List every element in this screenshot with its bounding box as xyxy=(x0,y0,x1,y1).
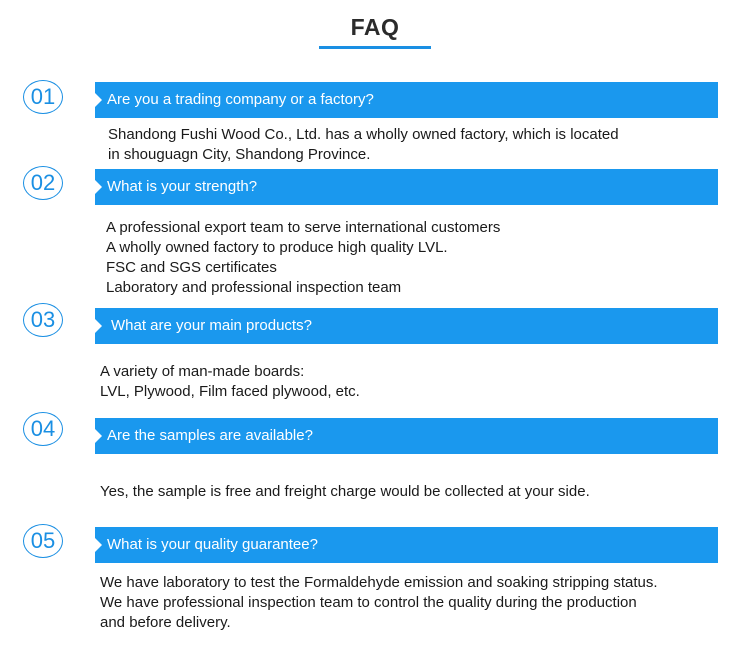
faq-number-badge: 05 xyxy=(23,524,63,558)
answer-line: Yes, the sample is free and freight charge would be collected at your side. xyxy=(100,483,590,500)
faq-question: What is your quality guarantee? xyxy=(107,536,318,553)
answer-line: A professional export team to serve international customers xyxy=(106,219,501,236)
faq-number-badge: 01 xyxy=(23,80,63,114)
faq-question-bar xyxy=(95,308,718,344)
page-title: FAQ xyxy=(350,14,400,40)
answer-line: We have laboratory to test the Formaldehyde emission and soaking stripping status. xyxy=(100,574,658,591)
faq-number-badge: 04 xyxy=(23,412,63,446)
faq-question: Are the samples are available? xyxy=(107,427,313,444)
faq-number-badge: 02 xyxy=(23,166,63,200)
faq-question-bar xyxy=(95,169,718,205)
faq-question: What is your strength? xyxy=(107,178,258,195)
faq-answer xyxy=(100,362,360,402)
faq-answer xyxy=(100,573,658,633)
faq-answer xyxy=(106,218,500,298)
faq-answer xyxy=(100,482,590,502)
answer-line: We have professional inspection team to control the quality during the production xyxy=(100,594,637,611)
answer-line: and before delivery. xyxy=(100,614,231,631)
answer-line: A wholly owned factory to produce high quality LVL. xyxy=(106,239,448,256)
faq-question-bar xyxy=(95,418,718,454)
faq-answer xyxy=(108,125,619,165)
answer-line: Laboratory and professional inspection team xyxy=(106,279,402,296)
faq-question-bar xyxy=(95,82,718,118)
faq-number-badge: 03 xyxy=(23,303,63,337)
answer-line: A variety of man-made boards: xyxy=(100,363,305,380)
faq-question: Are you a trading company or a factory? xyxy=(107,91,374,108)
answer-line: Shandong Fushi Wood Co., Ltd. has a wholly owned factory, which is located xyxy=(108,126,619,143)
faq-question-bar xyxy=(95,527,718,563)
answer-line: in shouguagn City, Shandong Province. xyxy=(108,146,371,163)
faq-question: What are your main products? xyxy=(111,317,312,334)
answer-line: LVL, Plywood, Film faced plywood, etc. xyxy=(100,383,360,400)
title-underline xyxy=(319,46,431,49)
answer-line: FSC and SGS certificates xyxy=(106,259,277,276)
